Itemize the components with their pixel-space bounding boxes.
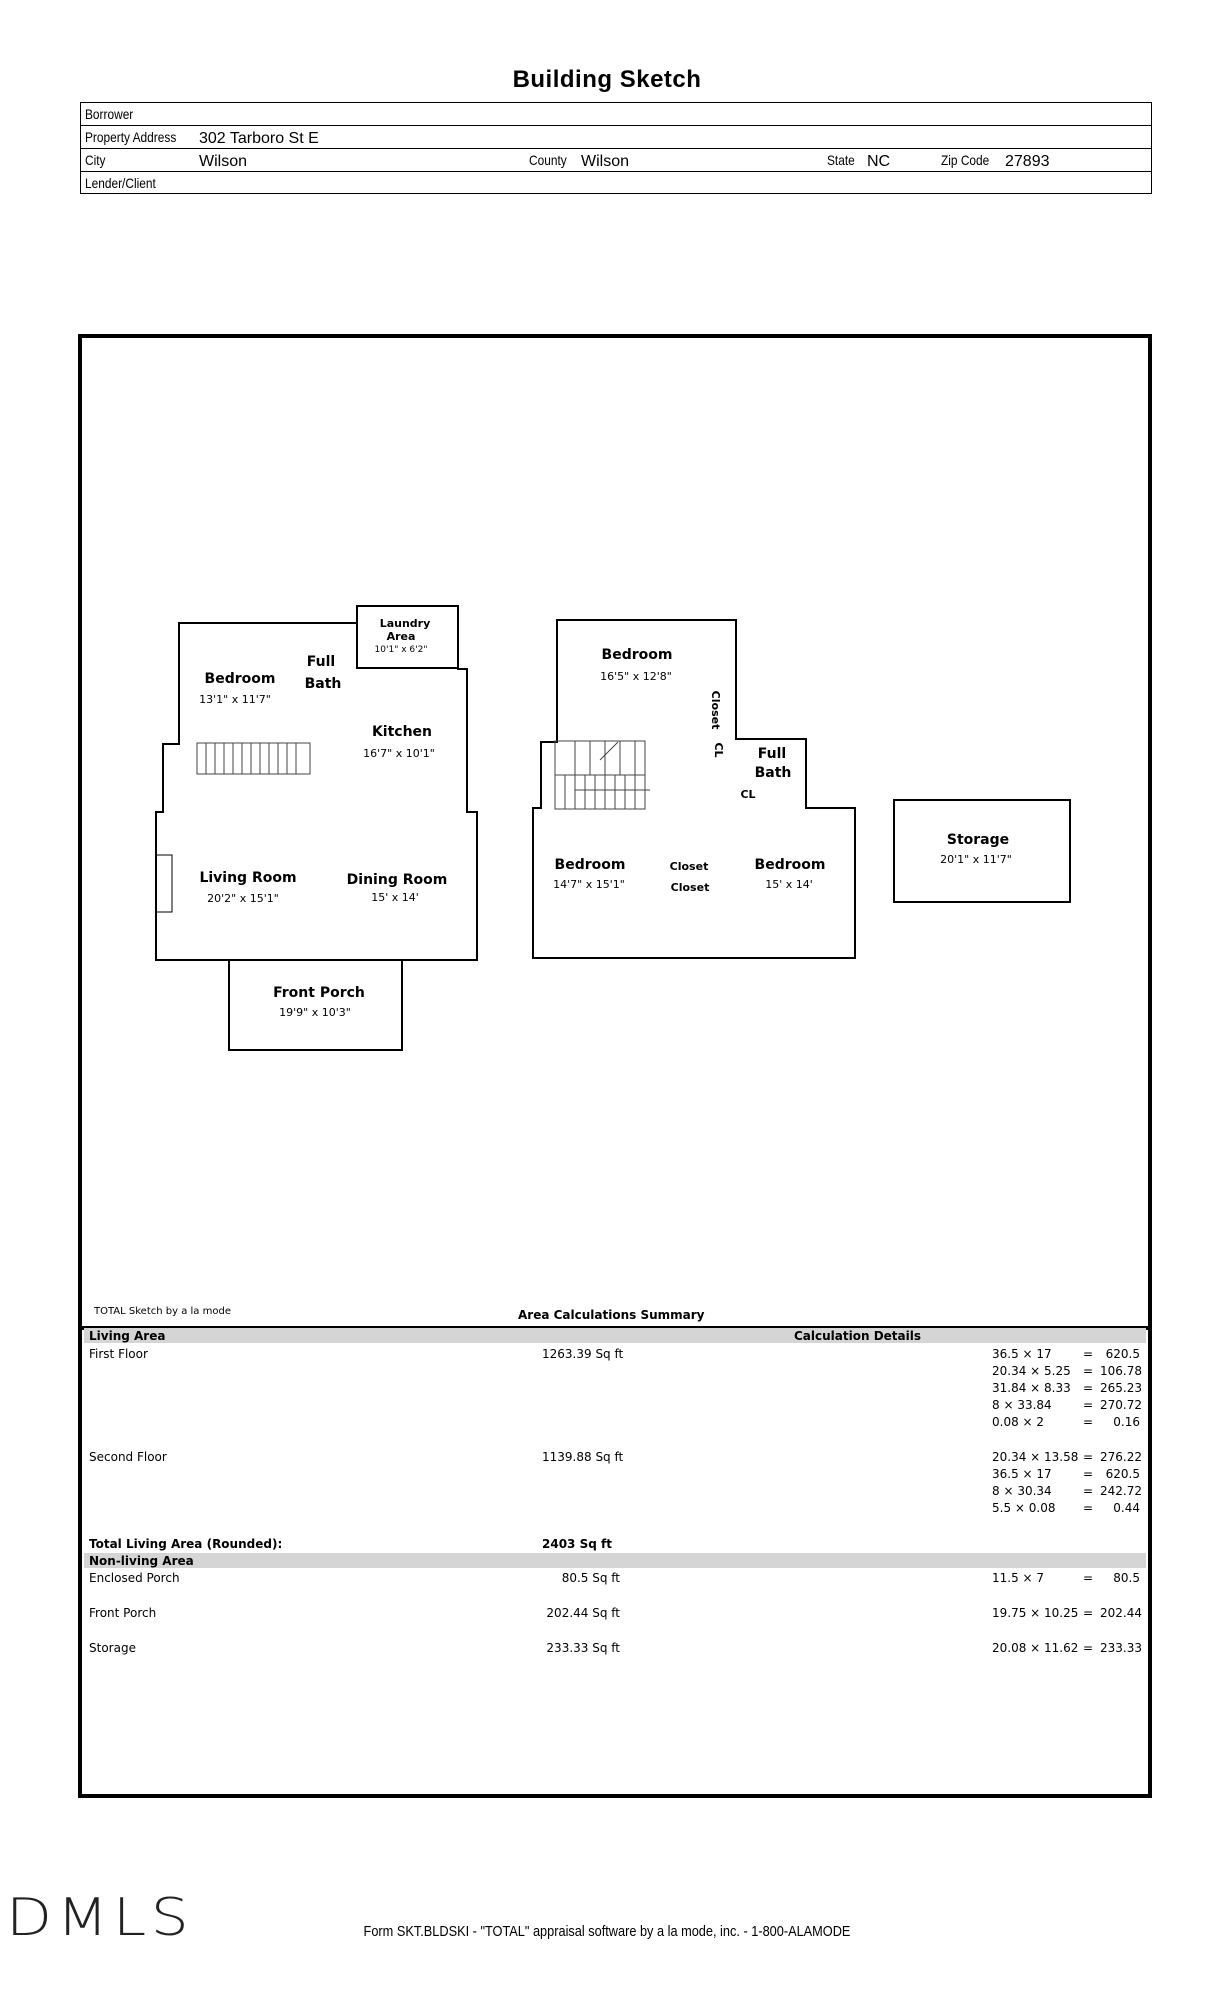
calc-eq: = [1083,1450,1094,1464]
address-label: Property Address [85,129,177,145]
calc-result: 80.5 [1113,1571,1140,1585]
front-porch-label: Front Porch [89,1606,157,1620]
laundry-name-2: Area [386,630,416,643]
cl-vertical-label: CL [712,742,725,758]
dmls-logo: DMLS [6,1888,194,1948]
calc-expr: 19.75 × 10.25 [992,1606,1079,1620]
kitchen-dim: 16'7" x 10'1" [363,747,435,760]
storage-name: Storage [946,832,1010,848]
calc-result: 620.5 [1105,1467,1140,1481]
calc-eq: = [1083,1484,1094,1498]
laundry-name-1: Laundry [379,617,431,630]
closet1-label: Closet [669,860,709,873]
nonliving-area-header: Non-living Area [89,1554,194,1568]
porch-name: Front Porch [273,985,365,1001]
calc-expr: 11.5 × 7 [992,1571,1045,1585]
bedroom4-name: Bedroom [754,857,826,873]
bedroom3-dim: 14'7" x 15'1" [553,878,625,891]
storage-label: Storage [89,1641,136,1655]
porch-dim: 19'9" x 10'3" [279,1006,351,1019]
county-label: County [529,152,567,168]
area-summary-title: Area Calculations Summary [518,1308,705,1322]
first-floor-label: First Floor [89,1347,148,1361]
calc-eq: = [1083,1347,1094,1361]
bedroom2-name: Bedroom [601,647,673,663]
dining-name: Dining Room [346,872,448,888]
calc-result: 270.72 [1100,1398,1142,1412]
calc-expr: 20.08 × 11.62 [992,1641,1079,1655]
cl-label: CL [740,788,756,801]
calc-details-header: Calculation Details [794,1329,922,1343]
bedroom2-dim: 16'5" x 12'8" [600,670,672,683]
storage-outline [894,800,1070,902]
calc-expr: 5.5 × 0.08 [992,1501,1056,1515]
total-living-value: 2403 Sq ft [542,1537,612,1551]
enclosed-porch-area: 80.5 Sq ft [561,1571,620,1585]
address-value: 302 Tarboro St E [199,130,319,147]
fullbath2-line1: Full [757,746,787,762]
dining-dim: 15' x 14' [371,891,419,904]
second-floor-label: Second Floor [89,1450,167,1464]
stairs-first-floor [197,743,310,774]
storage-area: 233.33 Sq ft [546,1641,620,1655]
calc-eq: = [1083,1571,1094,1585]
calc-eq: = [1083,1606,1094,1620]
form-footer: Form SKT.BLDSKI - "TOTAL" appraisal software by a la mode, inc. - 1-800-ALAMODE [363,1923,851,1940]
total-living-label: Total Living Area (Rounded): [89,1537,283,1551]
calc-result: 0.16 [1113,1415,1140,1429]
living-area-header: Living Area [89,1329,166,1343]
calc-expr: 31.84 × 8.33 [992,1381,1071,1395]
calc-result: 265.23 [1100,1381,1142,1395]
zip-value: 27893 [1005,153,1050,170]
closet-vertical-label: Closet [709,690,722,730]
fireplace-outline [156,855,172,912]
closet2-label: Closet [670,881,710,894]
lender-label: Lender/Client [85,175,156,191]
fullbath1-line2: Bath [304,676,342,692]
calc-eq: = [1083,1398,1094,1412]
city-value: Wilson [199,153,248,170]
calc-eq: = [1083,1641,1094,1655]
calc-result: 242.72 [1100,1484,1142,1498]
bedroom4-dim: 15' x 14' [765,878,813,891]
county-value: Wilson [581,153,630,170]
fullbath2-line2: Bath [754,765,792,781]
enclosed-porch-label: Enclosed Porch [89,1571,180,1585]
calc-eq: = [1083,1364,1094,1378]
second-floor-outline [533,620,855,958]
living-area-band [84,1328,1146,1343]
calc-result: 276.22 [1100,1450,1142,1464]
calc-expr: 20.34 × 5.25 [992,1364,1071,1378]
living-name: Living Room [199,870,297,886]
calc-expr: 20.34 × 13.58 [992,1450,1079,1464]
laundry-dim: 10'1" x 6'2" [374,645,428,655]
software-note: TOTAL Sketch by a la mode [94,1306,231,1317]
zip-label: Zip Code [941,152,990,168]
calc-eq: = [1083,1501,1094,1515]
front-porch-area: 202.44 Sq ft [546,1606,620,1620]
living-dim: 20'2" x 15'1" [207,892,279,905]
state-value: NC [867,153,891,170]
nonliving-area-band [84,1553,1146,1568]
calc-expr: 8 × 33.84 [992,1398,1052,1412]
first-floor-area: 1263.39 Sq ft [542,1347,624,1361]
borrower-label: Borrower [85,106,134,122]
calc-result: 233.33 [1100,1641,1142,1655]
calc-expr: 8 × 30.34 [992,1484,1052,1498]
calc-eq: = [1083,1415,1094,1429]
second-floor-area: 1139.88 Sq ft [542,1450,624,1464]
calc-result: 106.78 [1100,1364,1142,1378]
bedroom1-name: Bedroom [204,671,276,687]
fullbath1-line1: Full [306,654,336,670]
calc-eq: = [1083,1467,1094,1481]
calc-expr: 0.08 × 2 [992,1415,1045,1429]
state-label: State [827,152,855,168]
bedroom3-name: Bedroom [554,857,626,873]
calc-expr: 36.5 × 17 [992,1467,1052,1481]
storage-dim: 20'1" x 11'7" [940,853,1012,866]
calc-expr: 36.5 × 17 [992,1347,1052,1361]
kitchen-name: Kitchen [371,724,433,740]
calc-result: 0.44 [1113,1501,1140,1515]
calc-eq: = [1083,1381,1094,1395]
calc-result: 620.5 [1105,1347,1140,1361]
calc-result: 202.44 [1100,1606,1142,1620]
page-title: Building Sketch [512,66,702,93]
stairs-second-floor [555,741,650,809]
bedroom1-dim: 13'1" x 11'7" [199,693,271,706]
city-label: City [85,152,106,168]
front-porch-outline [229,960,402,1050]
